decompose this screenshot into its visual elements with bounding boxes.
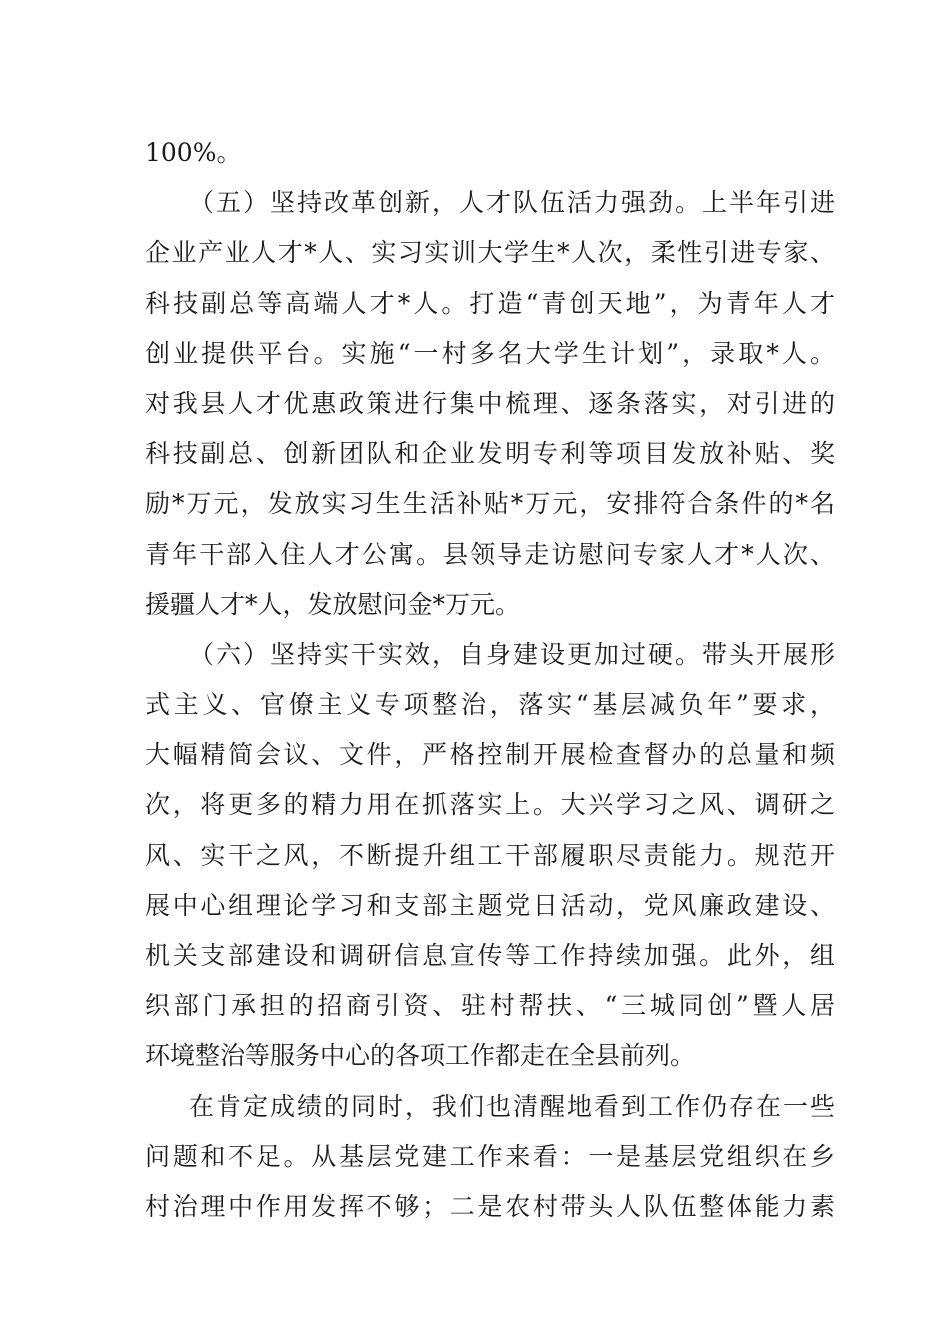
text-line: 机关支部建设和调研信息宣传等工作持续加强。此外，组 <box>145 941 835 970</box>
text-line: 对我县人才优惠政策进行集中梳理、逐条落实，对引进的 <box>145 388 835 418</box>
text-line: 科技副总等高端人才*人。打造“青创天地”，为青年人才 <box>145 288 835 318</box>
text-line: 援疆人才*人，发放慰问金*万元。 <box>145 589 521 619</box>
text-line: 企业产业人才*人、实习实训大学生*人次，柔性引进专家、 <box>145 238 835 268</box>
text-line: 式主义、官僚主义专项整治，落实“基层减负年”要求， <box>145 690 835 720</box>
text-line: 青年干部入住人才公寓。县领导走访慰问专家人才*人次、 <box>145 539 835 569</box>
text-line: 创业提供平台。实施“一村多名大学生计划”，录取*人。 <box>145 338 835 368</box>
text-line: 大幅精简会议、文件，严格控制开展检查督办的总量和频 <box>145 740 835 770</box>
text-line: 风、实干之风，不断提升组工干部履职尽责能力。规范开 <box>145 840 835 870</box>
paragraph-first-line: 在肯定成绩的同时，我们也清醒地看到工作仍存在一些 <box>189 1091 835 1121</box>
text-line: 次，将更多的精力用在抓落实上。大兴学习之风、调研之 <box>145 790 835 820</box>
text-line: 展中心组理论学习和支部主题党日活动，党风廉政建设、 <box>145 890 835 920</box>
text-line: 科技副总、创新团队和企业发明专利等项目发放补贴、奖 <box>145 439 835 469</box>
document-body <box>145 128 835 1232</box>
text-line: 环境整治等服务中心的各项工作都走在全县前列。 <box>145 1041 696 1071</box>
text-line: 100%。 <box>145 138 242 167</box>
paragraph-heading-line: （六）坚持实干实效，自身建设更加过硬。带头开展形 <box>189 639 835 669</box>
text-line: 织部门承担的招商引资、驻村帮扶、“三城同创”暨人居 <box>145 991 835 1021</box>
text-line: 励*万元，发放实习生生活补贴*万元，安排符合条件的*名 <box>145 489 835 519</box>
text-line: 问题和不足。从基层党建工作来看：一是基层党组织在乡 <box>145 1141 835 1171</box>
text-line: 村治理中作用发挥不够；二是农村带头人队伍整体能力素 <box>145 1191 835 1221</box>
paragraph-heading-line: （五）坚持改革创新，人才队伍活力强劲。上半年引进 <box>189 188 835 218</box>
